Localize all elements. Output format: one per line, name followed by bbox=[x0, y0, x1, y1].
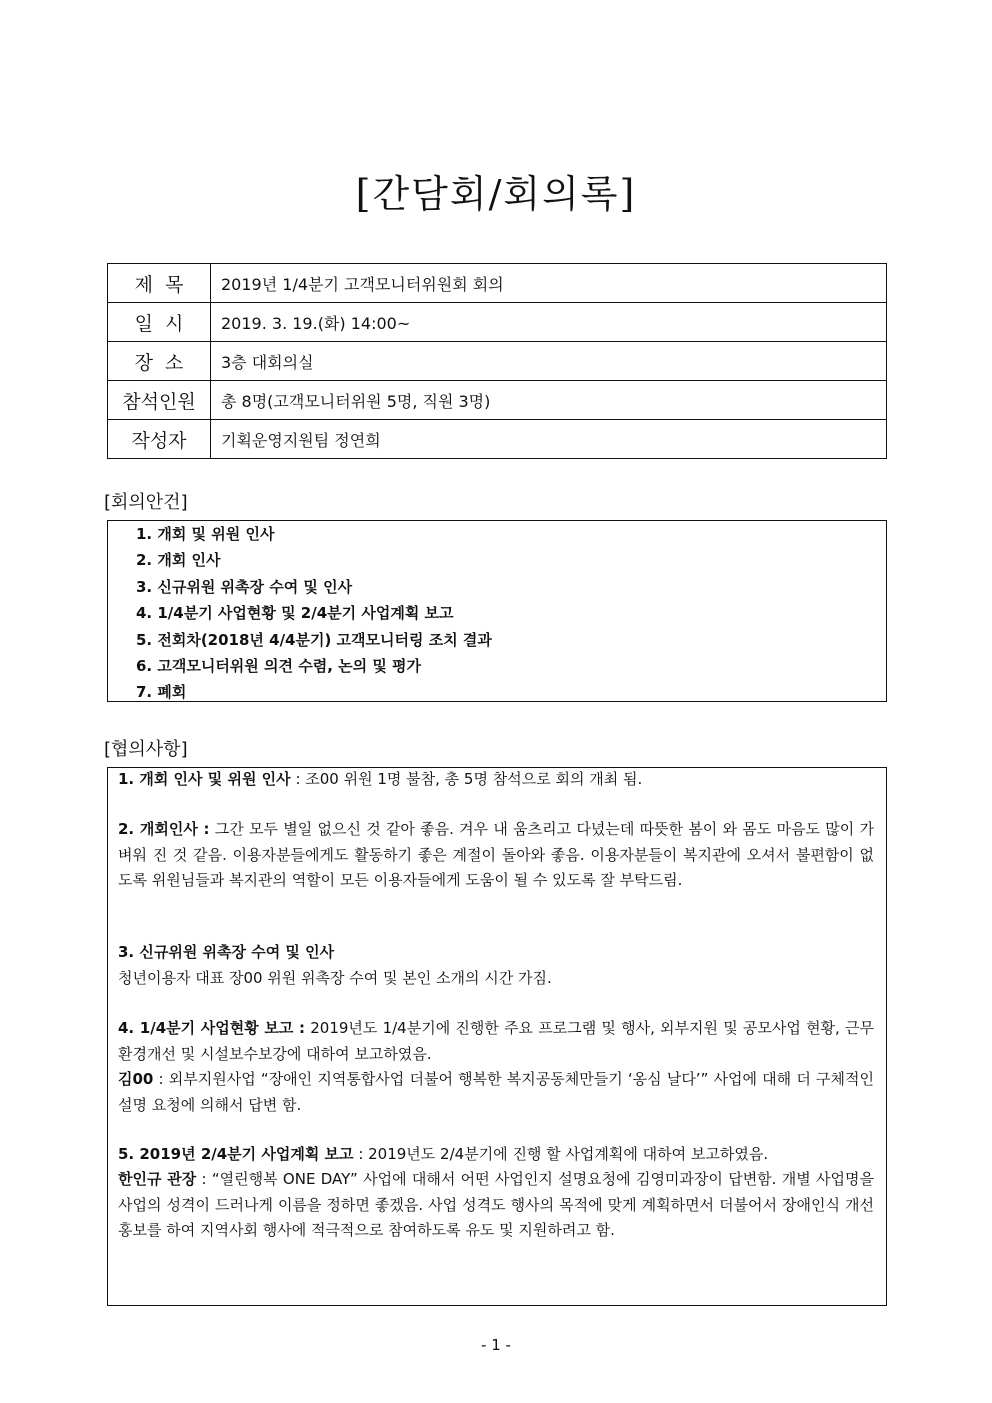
discussion-item-4-comment bbox=[118, 1067, 874, 1118]
agenda-item: 4. 1/4분기 사업현황 및 2/4분기 사업계획 보고 bbox=[136, 604, 454, 622]
info-value: 2019. 3. 19.(화) 14:00~ bbox=[211, 303, 887, 342]
comment-text: : “열린행복 ONE DAY” 사업에 대해서 어떤 사업인지 설명요청에 김영미과장이 답변함. 개별 사업명을 사업의 성격이 드러나게 이름을 정하면 좋겠음. 사업 성격도 행사의 목적에 맞게 계획하면서 더불어서 장애인식 개선 홍보를 하여 지역사회 행사에 적극적으로 참여하도록 유도 및 지원하려고 함. bbox=[118, 1170, 874, 1239]
agenda-box bbox=[107, 520, 887, 702]
agenda-heading: [회의안건] bbox=[104, 492, 188, 513]
agenda-item: 2. 개회 인사 bbox=[136, 551, 221, 569]
agenda-item: 1. 개회 및 위원 인사 bbox=[136, 525, 275, 543]
commenter-name: 김00 bbox=[118, 1070, 154, 1088]
document-title: [간담회/회의록] bbox=[355, 172, 637, 216]
item-text: 그간 모두 별일 없으신 것 같아 좋음. 겨우 내 움츠리고 다녔는데 따뜻한 봄이 와 몸도 마음도 많이 가벼워 진 것 같음. 이용자분들에게도 활동하기 좋은 계절이 돌아와 좋음. 이용자분들이 복지관에 오셔서 불편함이 없도록 위원님들과 복지관의 역할이 모든 이용자들에게 도움이 될 수 있도록 잘 부탁드림. bbox=[118, 820, 874, 889]
commenter-name: 한인규 관장 bbox=[118, 1170, 197, 1188]
item-heading: 5. 2019년 2/4분기 사업계획 보고 bbox=[118, 1145, 354, 1163]
info-value: 2019년 1/4분기 고객모니터위원회 회의 bbox=[211, 264, 887, 303]
discussion-heading: [협의사항] bbox=[104, 739, 188, 760]
item-heading: 4. 1/4분기 사업현황 보고 : bbox=[118, 1019, 306, 1037]
info-label: 참석인원 bbox=[108, 381, 211, 420]
agenda-item: 6. 고객모니터위원 의견 수렴, 논의 및 평가 bbox=[136, 657, 422, 675]
discussion-item-5 bbox=[118, 1142, 874, 1168]
info-row-author bbox=[108, 420, 887, 459]
info-value: 총 8명(고객모니터위원 5명, 직원 3명) bbox=[211, 381, 887, 420]
info-value: 3층 대회의실 bbox=[211, 342, 887, 381]
info-label: 제 목 bbox=[108, 264, 211, 303]
item-text: 2019년도 1/4분기에 진행한 주요 프로그램 및 행사, 외부지원 및 공모사업 현황, 근무환경개선 및 시설보수보강에 대하여 보고하였음. bbox=[118, 1019, 874, 1063]
agenda-item: 3. 신규위원 위촉장 수여 및 인사 bbox=[136, 578, 353, 596]
meeting-info-table bbox=[107, 263, 887, 459]
info-label: 작성자 bbox=[108, 420, 211, 459]
item-text: 청년이용자 대표 장00 위원 위촉장 수여 및 본인 소개의 시간 가짐. bbox=[118, 968, 552, 987]
info-row-place bbox=[108, 342, 887, 381]
discussion-item-5-comment bbox=[118, 1167, 874, 1244]
comment-text: : 외부지원사업 “장애인 지역통합사업 더불어 행복한 복지공동체만들기 ‘옹심 날다’” 사업에 대해 더 구체적인 설명 요청에 의해서 답변 함. bbox=[118, 1070, 874, 1114]
info-value: 기획운영지원팀 정연희 bbox=[211, 420, 887, 459]
discussion-item-1 bbox=[118, 767, 874, 793]
item-heading: 3. 신규위원 위촉장 수여 및 인사 bbox=[118, 943, 335, 961]
discussion-item-2 bbox=[118, 817, 874, 894]
agenda-item: 7. 폐회 bbox=[136, 683, 187, 701]
item-text: : 2019년도 2/4분기에 진행 할 사업계획에 대하여 보고하였음. bbox=[353, 1145, 769, 1163]
agenda-item: 5. 전회차(2018년 4/4분기) 고객모니터링 조치 결과 bbox=[136, 631, 492, 649]
info-row-subject bbox=[108, 264, 887, 303]
discussion-item-3 bbox=[118, 940, 874, 991]
info-label: 장 소 bbox=[108, 342, 211, 381]
item-heading: 2. 개회인사 : bbox=[118, 820, 210, 838]
discussion-item-4 bbox=[118, 1016, 874, 1067]
info-row-attendees bbox=[108, 381, 887, 420]
discussion-box bbox=[107, 767, 887, 1306]
info-label: 일 시 bbox=[108, 303, 211, 342]
page-number: - 1 - bbox=[481, 1336, 511, 1354]
item-heading: 1. 개회 인사 및 위원 인사 bbox=[118, 770, 291, 788]
item-text: : 조00 위원 1명 불참, 총 5명 참석으로 회의 개최 됨. bbox=[290, 770, 643, 788]
info-row-datetime bbox=[108, 303, 887, 342]
